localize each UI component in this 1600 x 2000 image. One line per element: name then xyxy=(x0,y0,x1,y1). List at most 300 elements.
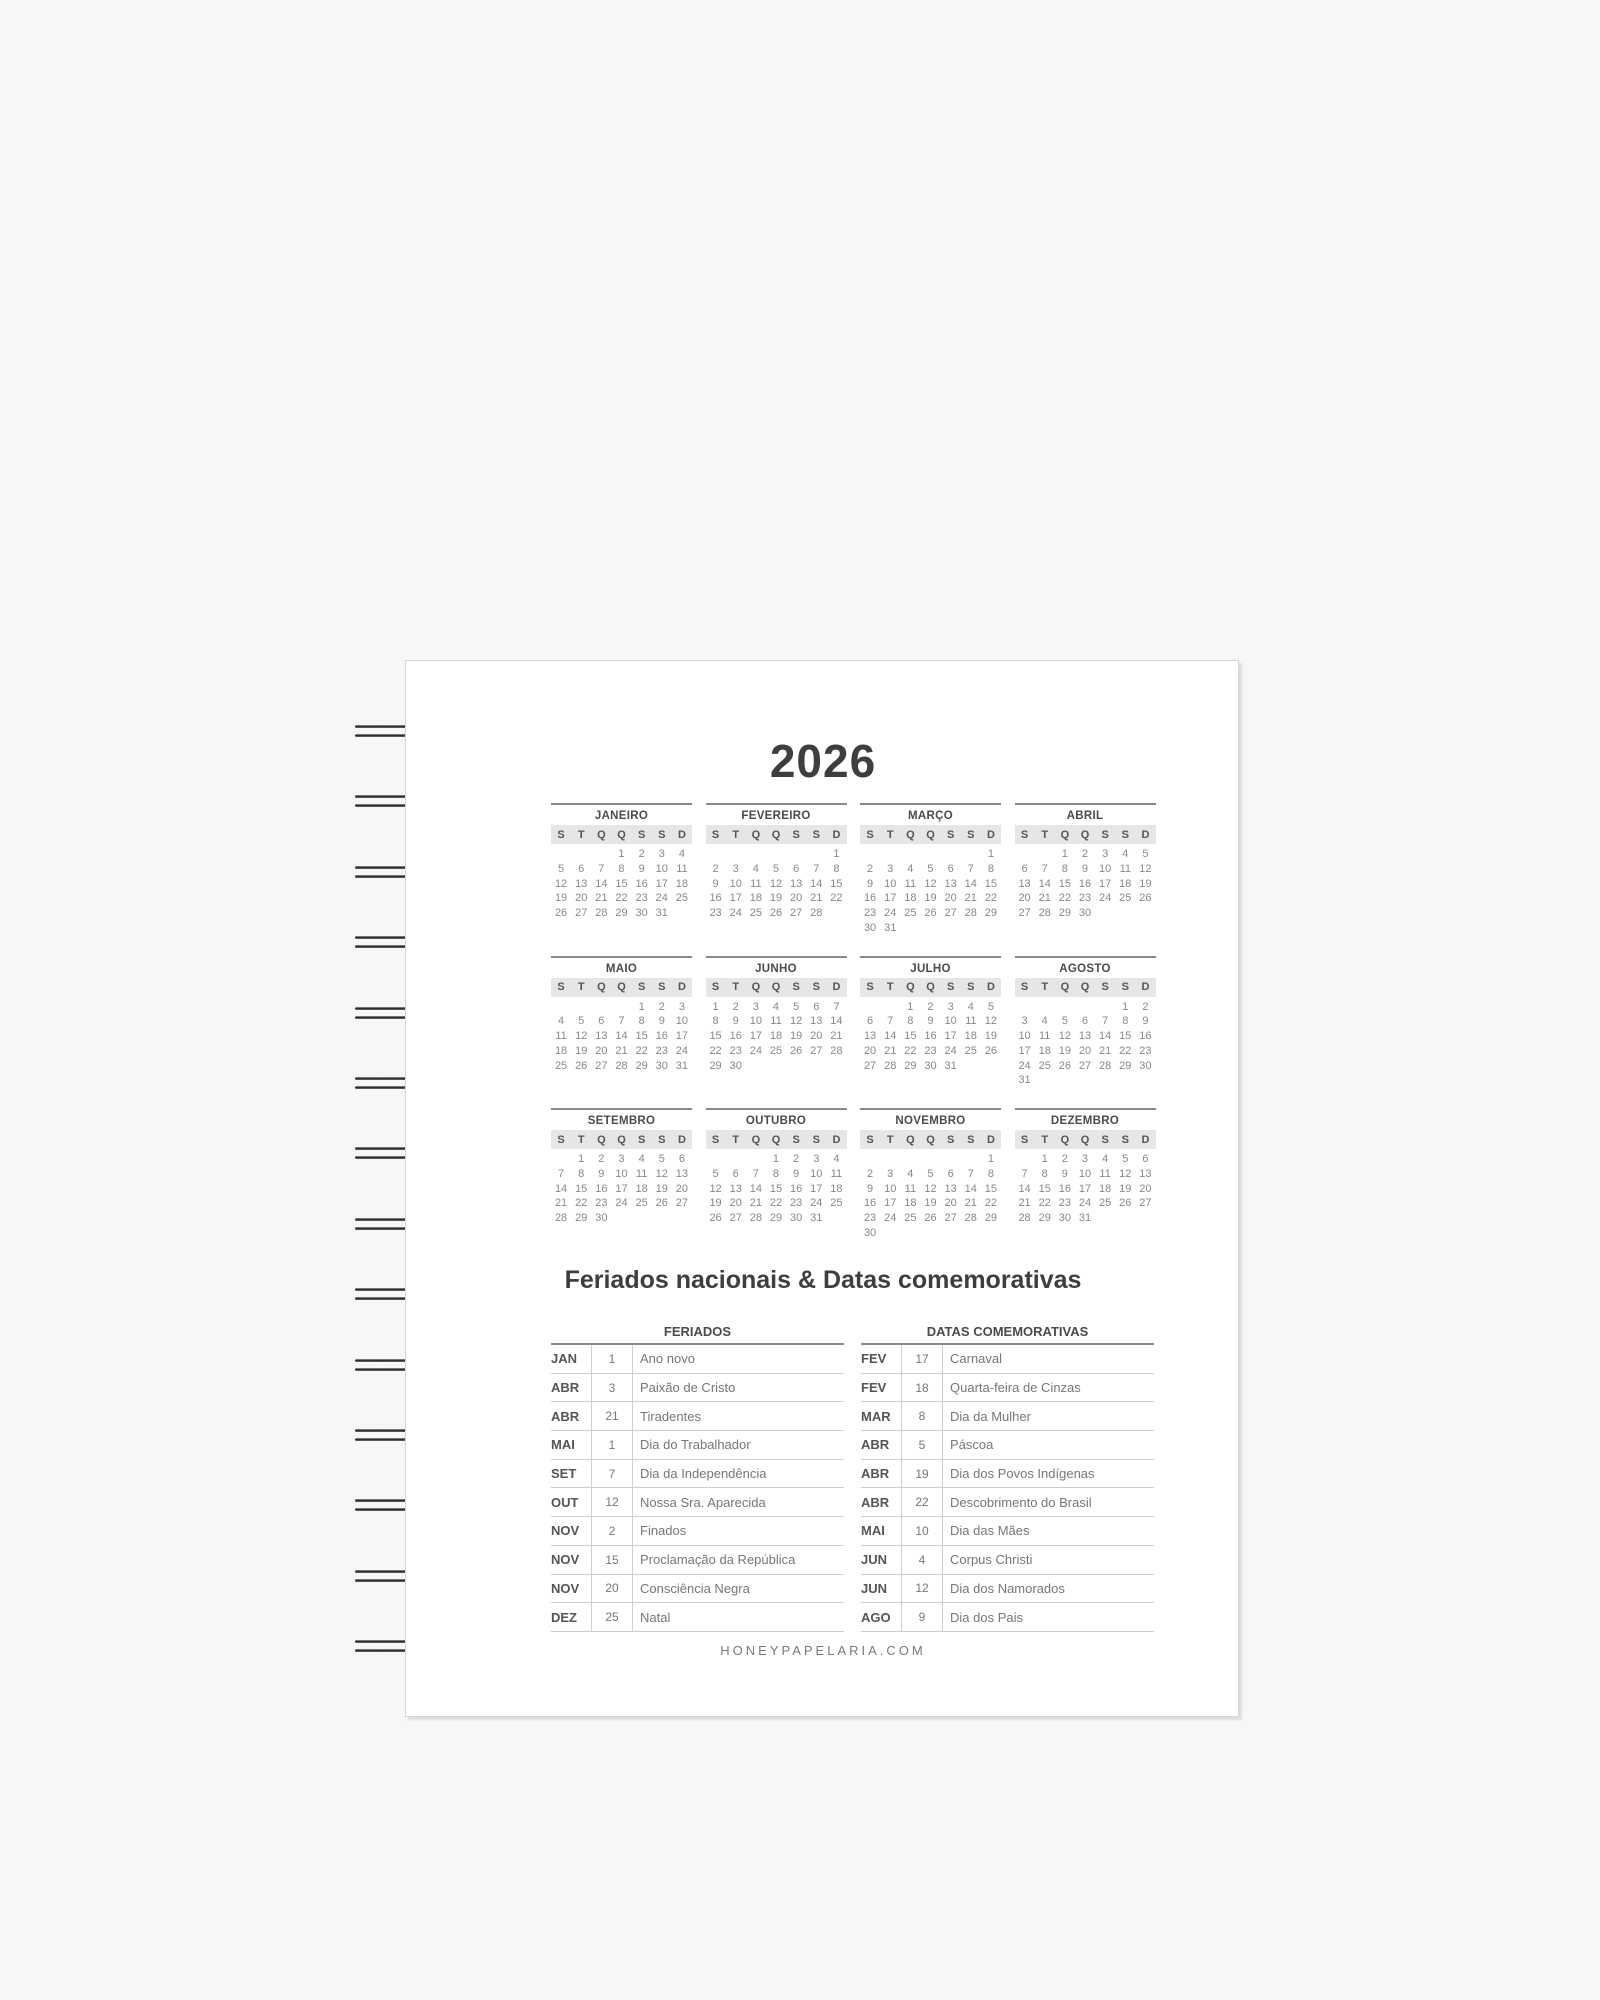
table-row xyxy=(861,1575,1154,1604)
weekday-label: S xyxy=(658,1133,666,1146)
day-number: 5 xyxy=(793,1000,800,1013)
day-number: 19 xyxy=(554,892,568,905)
table-row xyxy=(551,1603,844,1632)
day-number: 15 xyxy=(615,877,628,890)
day-number: 21 xyxy=(1099,1044,1112,1057)
days-grid xyxy=(706,1152,847,1226)
empty-day xyxy=(706,847,726,862)
day-number: 7 xyxy=(558,1167,565,1180)
day-number: 17 xyxy=(675,1030,689,1043)
day-number: 12 xyxy=(790,1015,803,1028)
commemorative-table-body xyxy=(861,1345,1154,1632)
day-number: 30 xyxy=(729,1059,742,1072)
day-number: 13 xyxy=(675,1167,689,1180)
weekday-label: Q xyxy=(597,981,606,993)
weekday-header xyxy=(706,978,847,997)
day-number: 24 xyxy=(944,1044,957,1057)
day-number: 30 xyxy=(1078,907,1092,920)
day-number: 26 xyxy=(709,1212,722,1225)
day-number: 26 xyxy=(1058,1059,1071,1072)
day-number: 2 xyxy=(732,1000,739,1013)
day-number: 6 xyxy=(1081,1015,1089,1028)
weekday-label: Q xyxy=(597,1133,606,1146)
weekday-label: Q xyxy=(751,1133,761,1146)
day-number: 1 xyxy=(833,848,840,860)
day-number: 17 xyxy=(884,892,897,905)
empty-day xyxy=(591,847,611,862)
weekday-label: T xyxy=(886,828,894,841)
day-number: 27 xyxy=(944,1212,957,1225)
day-number: 30 xyxy=(655,1059,668,1072)
day-number: 7 xyxy=(1041,862,1048,875)
day-number: 1 xyxy=(712,1000,719,1013)
commemorative-table-title: DATAS COMEMORATIVAS xyxy=(861,1321,1154,1345)
day-number: 1 xyxy=(638,1000,645,1013)
day-number: 19 xyxy=(769,892,783,905)
weekday-label: S xyxy=(1101,1133,1109,1146)
weekday-label: Q xyxy=(1080,1133,1090,1146)
day-number: 28 xyxy=(1099,1059,1112,1072)
table-row xyxy=(551,1488,844,1517)
day-number: 18 xyxy=(749,892,762,905)
day-number: 26 xyxy=(655,1197,668,1210)
empty-day xyxy=(551,1152,571,1167)
day-number: 8 xyxy=(1122,1015,1129,1028)
weekday-header xyxy=(860,825,1001,844)
row-name: Dia do Trabalhador xyxy=(640,1437,751,1453)
weekday-label: D xyxy=(986,981,995,993)
day-number: 20 xyxy=(790,892,803,905)
days-grid xyxy=(1015,1152,1156,1226)
day-number: 16 xyxy=(790,1182,803,1195)
day-number: 26 xyxy=(769,907,783,920)
day-number: 22 xyxy=(615,892,628,905)
day-number: 27 xyxy=(944,907,957,920)
day-number: 4 xyxy=(558,1015,565,1028)
empty-day xyxy=(551,847,571,862)
month-calendar xyxy=(1015,803,1156,956)
row-name: Dia dos Namorados xyxy=(950,1580,1065,1596)
table-row xyxy=(551,1575,844,1604)
day-number: 31 xyxy=(1018,1074,1031,1087)
day-number: 14 xyxy=(615,1030,628,1043)
weekday-label: Q xyxy=(617,981,626,993)
weekday-label: S xyxy=(658,828,666,841)
weekday-label: T xyxy=(732,981,740,993)
day-number: 16 xyxy=(1058,1182,1071,1195)
weekday-header xyxy=(551,1130,692,1149)
table-row xyxy=(551,1460,844,1489)
day-number: 5 xyxy=(578,1015,585,1028)
day-number: 4 xyxy=(1122,848,1129,860)
day-number: 3 xyxy=(732,862,739,875)
day-number: 13 xyxy=(944,1182,957,1195)
day-number: 23 xyxy=(595,1197,608,1210)
days-grid xyxy=(860,1152,1001,1241)
day-number: 17 xyxy=(655,877,668,890)
day-number: 9 xyxy=(927,1015,934,1028)
months-grid xyxy=(551,803,1161,1261)
weekday-label: T xyxy=(732,1133,740,1146)
day-number: 20 xyxy=(1139,1182,1152,1195)
day-number: 18 xyxy=(554,1044,568,1057)
day-number: 30 xyxy=(863,1226,877,1239)
day-number: 17 xyxy=(1018,1044,1031,1057)
day-number: 20 xyxy=(944,1197,957,1210)
day-number: 16 xyxy=(709,892,722,905)
day-number: 24 xyxy=(729,907,742,920)
day-number: 14 xyxy=(1038,877,1051,890)
day-number: 9 xyxy=(867,877,874,890)
day-number: 18 xyxy=(1119,877,1132,890)
row-month: NOV xyxy=(551,1546,592,1574)
weekday-label: S xyxy=(711,828,720,841)
weekday-label: Q xyxy=(906,1133,915,1146)
day-number: 2 xyxy=(867,862,874,875)
row-month: NOV xyxy=(551,1575,592,1603)
day-number: 5 xyxy=(927,1167,934,1180)
day-number: 2 xyxy=(598,1153,605,1165)
day-number: 25 xyxy=(769,1044,783,1057)
day-number: 1 xyxy=(1122,1000,1129,1013)
day-number: 28 xyxy=(615,1059,628,1072)
day-number: 2 xyxy=(712,862,719,875)
day-number: 7 xyxy=(813,862,820,875)
day-number: 11 xyxy=(830,1167,843,1180)
day-number: 23 xyxy=(863,1212,877,1225)
empty-day xyxy=(900,1152,920,1167)
day-number: 13 xyxy=(595,1030,608,1043)
weekday-label: S xyxy=(1121,828,1129,841)
empty-day xyxy=(860,1000,880,1015)
row-day: 22 xyxy=(902,1488,943,1516)
day-number: 27 xyxy=(1078,1059,1092,1072)
month-name: ABRIL xyxy=(1015,803,1156,825)
empty-day xyxy=(571,1000,591,1015)
day-number: 28 xyxy=(595,907,608,920)
weekday-label: S xyxy=(812,1133,820,1146)
day-number: 17 xyxy=(749,1030,762,1043)
weekday-label: S xyxy=(792,1133,800,1146)
day-number: 28 xyxy=(884,1059,897,1072)
weekday-label: S xyxy=(792,828,800,841)
weekday-label: D xyxy=(986,1133,995,1146)
day-number: 8 xyxy=(907,1015,914,1028)
month-calendar xyxy=(860,803,1001,956)
day-number: 3 xyxy=(887,1167,894,1180)
row-name: Dia da Mulher xyxy=(950,1408,1031,1424)
row-day: 18 xyxy=(902,1374,943,1402)
day-number: 21 xyxy=(884,1044,897,1057)
day-number: 26 xyxy=(575,1059,588,1072)
day-number: 23 xyxy=(1078,892,1092,905)
day-number: 11 xyxy=(904,877,917,890)
day-number: 19 xyxy=(575,1044,588,1057)
day-number: 18 xyxy=(830,1182,843,1195)
row-month: ABR xyxy=(861,1460,902,1488)
day-number: 2 xyxy=(927,1000,934,1013)
table-row xyxy=(551,1546,844,1575)
empty-day xyxy=(860,847,880,862)
day-number: 28 xyxy=(749,1212,762,1225)
day-number: 16 xyxy=(924,1030,937,1043)
row-name: Quarta-feira de Cinzas xyxy=(950,1380,1081,1396)
weekday-header xyxy=(706,825,847,844)
day-number: 14 xyxy=(554,1182,568,1195)
row-month: JUN xyxy=(861,1575,902,1603)
weekday-label: Q xyxy=(1060,1133,1070,1146)
day-number: 9 xyxy=(732,1015,739,1028)
empty-day xyxy=(900,847,920,862)
day-number: 20 xyxy=(863,1044,877,1057)
row-month: MAR xyxy=(861,1402,902,1430)
day-number: 13 xyxy=(1018,877,1031,890)
day-number: 24 xyxy=(749,1044,762,1057)
day-number: 6 xyxy=(793,862,800,875)
day-number: 30 xyxy=(1139,1059,1152,1072)
day-number: 29 xyxy=(615,907,628,920)
day-number: 25 xyxy=(904,907,917,920)
row-month: JAN xyxy=(551,1345,592,1373)
table-row xyxy=(861,1517,1154,1546)
day-number: 18 xyxy=(635,1182,648,1195)
row-name: Descobrimento do Brasil xyxy=(950,1494,1092,1510)
day-number: 23 xyxy=(729,1044,742,1057)
day-number: 6 xyxy=(578,862,585,875)
weekday-label: Q xyxy=(1080,828,1090,841)
day-number: 4 xyxy=(907,862,914,875)
row-day: 10 xyxy=(902,1517,943,1545)
holidays-table-body xyxy=(551,1345,844,1632)
row-month: FEV xyxy=(861,1345,902,1373)
day-number: 30 xyxy=(863,921,877,934)
day-number: 10 xyxy=(944,1015,957,1028)
row-month: NOV xyxy=(551,1517,592,1545)
day-number: 4 xyxy=(1041,1015,1048,1028)
day-number: 24 xyxy=(1099,892,1112,905)
day-number: 28 xyxy=(1018,1212,1031,1225)
day-number: 5 xyxy=(558,862,565,875)
day-number: 29 xyxy=(575,1212,588,1225)
day-number: 10 xyxy=(655,862,668,875)
day-number: 9 xyxy=(658,1015,665,1028)
weekday-label: Q xyxy=(926,828,935,841)
day-number: 9 xyxy=(793,1167,800,1180)
weekday-label: D xyxy=(832,981,841,993)
day-number: 31 xyxy=(1078,1212,1092,1225)
day-number: 15 xyxy=(830,877,843,890)
weekday-header xyxy=(1015,825,1156,844)
day-number: 31 xyxy=(884,921,897,934)
day-number: 28 xyxy=(554,1212,568,1225)
day-number: 5 xyxy=(1122,1153,1129,1165)
day-number: 13 xyxy=(944,877,957,890)
day-number: 28 xyxy=(810,907,823,920)
day-number: 13 xyxy=(729,1182,742,1195)
weekday-label: S xyxy=(658,981,666,993)
day-number: 5 xyxy=(1061,1015,1068,1028)
day-number: 10 xyxy=(1099,862,1112,875)
day-number: 6 xyxy=(947,1167,954,1180)
day-number: 19 xyxy=(1058,1044,1071,1057)
weekday-label: T xyxy=(577,981,585,993)
weekday-label: D xyxy=(1141,1133,1150,1146)
row-name: Ano novo xyxy=(640,1351,695,1367)
weekday-label: Q xyxy=(751,981,761,993)
row-name: Corpus Christi xyxy=(950,1552,1033,1568)
day-number: 13 xyxy=(790,877,803,890)
day-number: 27 xyxy=(575,907,588,920)
day-number: 3 xyxy=(752,1000,759,1013)
day-number: 1 xyxy=(618,848,625,860)
day-number: 12 xyxy=(924,877,937,890)
weekday-label: S xyxy=(1121,981,1129,993)
day-number: 5 xyxy=(987,1000,994,1013)
day-number: 17 xyxy=(944,1030,957,1043)
row-month: ABR xyxy=(861,1431,902,1459)
day-number: 3 xyxy=(1102,848,1109,860)
day-number: 10 xyxy=(749,1015,762,1028)
weekday-label: S xyxy=(792,981,800,993)
row-name: Proclamação da República xyxy=(640,1552,796,1568)
day-number: 24 xyxy=(1018,1059,1031,1072)
row-name: Paixão de Cristo xyxy=(640,1380,736,1396)
day-number: 21 xyxy=(615,1044,628,1057)
day-number: 20 xyxy=(729,1197,742,1210)
day-number: 14 xyxy=(884,1030,897,1043)
day-number: 2 xyxy=(1061,1153,1068,1165)
day-number: 7 xyxy=(752,1167,759,1180)
day-number: 3 xyxy=(813,1153,820,1165)
day-number: 17 xyxy=(1099,877,1112,890)
days-grid xyxy=(706,1000,847,1074)
day-number: 5 xyxy=(712,1167,719,1180)
day-number: 4 xyxy=(752,862,759,875)
day-number: 14 xyxy=(810,877,823,890)
day-number: 7 xyxy=(1021,1167,1028,1180)
weekday-label: S xyxy=(866,828,874,841)
table-row xyxy=(861,1431,1154,1460)
weekday-label: T xyxy=(886,981,894,993)
day-number: 20 xyxy=(1018,892,1031,905)
weekday-label: S xyxy=(557,828,565,841)
empty-day xyxy=(920,847,940,862)
row-day: 2 xyxy=(592,1517,633,1545)
day-number: 29 xyxy=(1119,1059,1132,1072)
empty-day xyxy=(786,847,806,862)
row-day: 12 xyxy=(592,1488,633,1516)
day-number: 16 xyxy=(863,1197,877,1210)
day-number: 23 xyxy=(863,907,877,920)
row-name: Nossa Sra. Aparecida xyxy=(640,1494,766,1510)
day-number: 11 xyxy=(750,877,762,890)
day-number: 9 xyxy=(598,1167,605,1180)
weekday-label: S xyxy=(946,828,955,841)
day-number: 8 xyxy=(618,862,625,875)
day-number: 6 xyxy=(598,1015,605,1028)
days-grid xyxy=(860,847,1001,936)
day-number: 21 xyxy=(554,1197,568,1210)
day-number: 1 xyxy=(1041,1153,1048,1165)
row-day: 20 xyxy=(592,1575,633,1603)
day-number: 18 xyxy=(964,1030,977,1043)
row-name: Páscoa xyxy=(950,1437,994,1453)
days-grid xyxy=(551,847,692,921)
day-number: 22 xyxy=(904,1044,917,1057)
weekday-label: Q xyxy=(926,1133,935,1146)
row-name: Finados xyxy=(640,1523,687,1539)
day-number: 22 xyxy=(1058,892,1071,905)
empty-day xyxy=(571,847,591,862)
day-number: 22 xyxy=(635,1044,648,1057)
day-number: 25 xyxy=(964,1044,977,1057)
day-number: 11 xyxy=(555,1030,567,1043)
weekday-label: S xyxy=(711,981,720,993)
day-number: 12 xyxy=(984,1015,998,1028)
day-number: 7 xyxy=(1102,1015,1109,1028)
day-number: 20 xyxy=(810,1030,823,1043)
day-number: 9 xyxy=(712,877,719,890)
weekday-label: D xyxy=(832,1133,841,1146)
weekday-label: D xyxy=(986,828,995,841)
day-number: 18 xyxy=(1099,1182,1112,1195)
day-number: 28 xyxy=(964,907,977,920)
day-number: 16 xyxy=(635,877,648,890)
weekday-header xyxy=(551,825,692,844)
day-number: 18 xyxy=(675,877,689,890)
day-number: 22 xyxy=(769,1197,783,1210)
day-number: 22 xyxy=(984,1197,998,1210)
day-number: 25 xyxy=(675,892,689,905)
table-row xyxy=(861,1402,1154,1431)
day-number: 14 xyxy=(830,1015,843,1028)
day-number: 2 xyxy=(867,1167,874,1180)
day-number: 26 xyxy=(924,1212,937,1225)
commemorative-table xyxy=(861,1321,1154,1632)
day-number: 8 xyxy=(712,1015,719,1028)
day-number: 26 xyxy=(1139,892,1152,905)
weekday-label: Q xyxy=(597,828,606,841)
row-month: FEV xyxy=(861,1374,902,1402)
day-number: 1 xyxy=(987,1153,994,1165)
empty-day xyxy=(611,1000,631,1015)
day-number: 3 xyxy=(947,1000,954,1013)
day-number: 4 xyxy=(907,1167,914,1180)
day-number: 1 xyxy=(987,848,994,860)
day-number: 21 xyxy=(595,892,608,905)
day-number: 6 xyxy=(813,1000,820,1013)
weekday-label: Q xyxy=(771,828,781,841)
weekday-label: S xyxy=(946,981,955,993)
day-number: 20 xyxy=(944,892,957,905)
table-row xyxy=(861,1345,1154,1374)
day-number: 3 xyxy=(618,1153,625,1165)
empty-day xyxy=(941,1152,961,1167)
row-name: Carnaval xyxy=(950,1351,1003,1367)
weekday-label: Q xyxy=(906,981,915,993)
day-number: 28 xyxy=(964,1212,977,1225)
day-number: 2 xyxy=(1081,848,1089,860)
day-number: 6 xyxy=(678,1153,685,1165)
day-number: 16 xyxy=(595,1182,608,1195)
day-number: 10 xyxy=(810,1167,823,1180)
weekday-label: T xyxy=(732,828,740,841)
holidays-table xyxy=(551,1321,844,1632)
empty-day xyxy=(961,847,981,862)
day-number: 14 xyxy=(964,877,977,890)
day-number: 25 xyxy=(1038,1059,1051,1072)
empty-day xyxy=(1075,1000,1095,1015)
